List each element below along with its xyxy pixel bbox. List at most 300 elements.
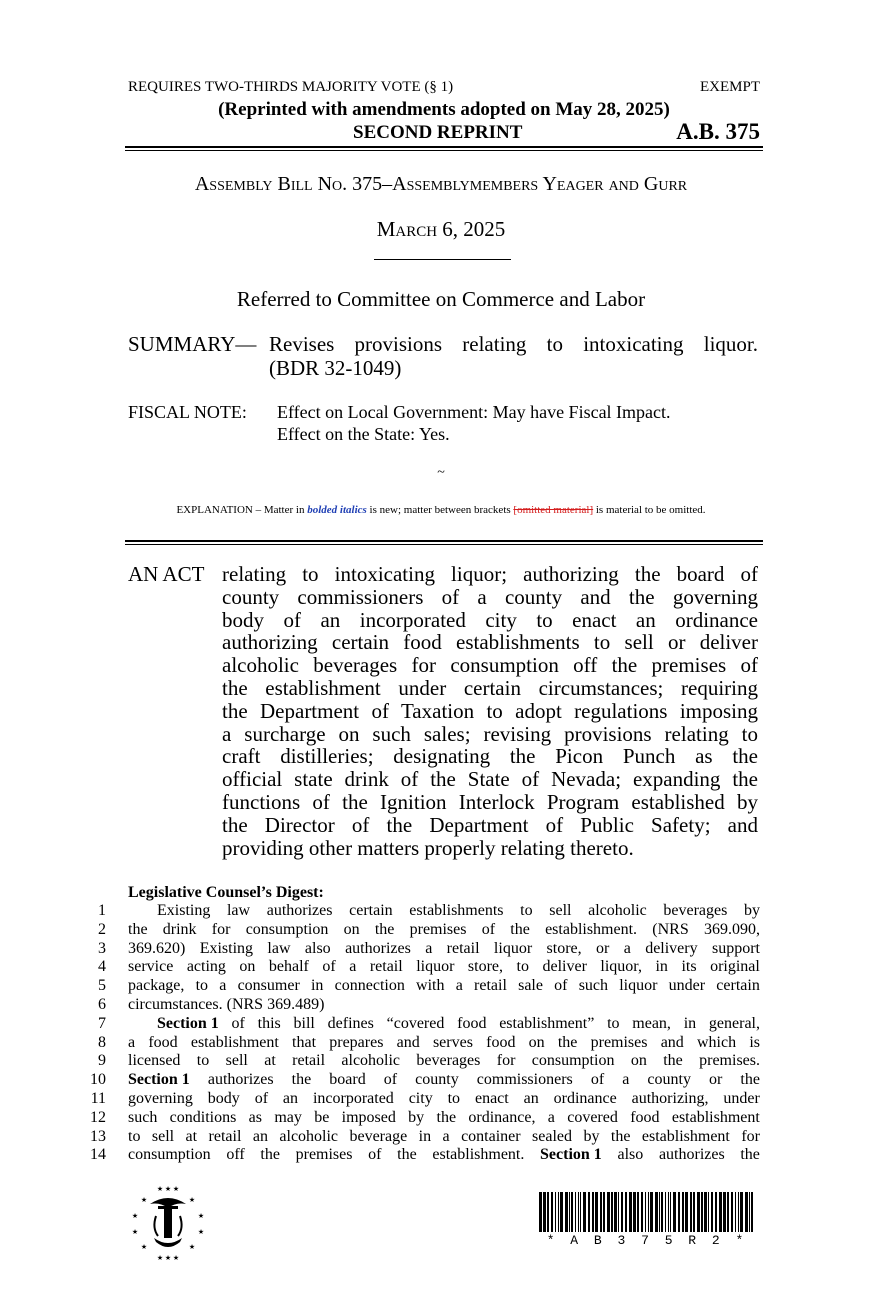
line-number: 13 xyxy=(90,1127,106,1145)
svg-text:★: ★ xyxy=(140,1243,148,1251)
act-line: providing other matters properly relating thereto. xyxy=(222,835,634,860)
digest-word: mean, xyxy=(632,1014,671,1032)
digest-word: serves xyxy=(432,1033,473,1051)
digest-word: the xyxy=(557,1033,578,1051)
summary-label: SUMMARY— xyxy=(128,332,257,356)
digest-word: or xyxy=(596,939,610,957)
digest-word: body xyxy=(207,1089,240,1107)
barcode-bar xyxy=(711,1192,713,1232)
barcode-bar xyxy=(539,1192,542,1232)
svg-text:★: ★ xyxy=(188,1243,196,1251)
digest-word: prepares xyxy=(329,1033,384,1051)
digest-word: in xyxy=(683,1014,697,1032)
digest-text xyxy=(128,977,760,996)
barcode-bar xyxy=(543,1192,546,1232)
digest-word: of xyxy=(554,977,568,995)
digest-word: at xyxy=(185,1127,198,1145)
digest-word: establishment. xyxy=(432,1146,525,1164)
line-number: 12 xyxy=(90,1108,106,1126)
digest-word: or xyxy=(709,1071,723,1089)
digest-word: liquor xyxy=(493,939,533,957)
digest-word: food xyxy=(630,1108,660,1126)
act-line: alcoholic beverages for consumption off the premises of xyxy=(222,653,758,678)
digest-word: a xyxy=(128,1033,136,1051)
barcode-bar xyxy=(641,1192,643,1232)
digest-word: and xyxy=(660,1033,684,1051)
digest-word: store, xyxy=(546,939,582,957)
line-number: 14 xyxy=(90,1146,106,1164)
barcode-bar xyxy=(595,1192,598,1232)
digest-word: retail xyxy=(208,1127,242,1145)
digest-word: which xyxy=(697,1033,737,1051)
digest-line xyxy=(80,1015,760,1034)
digest-word: also xyxy=(304,939,331,957)
digest-word: to xyxy=(128,1127,141,1145)
digest-word: support xyxy=(711,939,760,957)
digest-word: beverage xyxy=(349,1127,408,1145)
digest-word: liquor xyxy=(416,958,455,976)
digest-text-run: circumstances. (NRS 369.489) xyxy=(128,995,325,1013)
digest-word: for xyxy=(741,1127,760,1145)
digest-word: retail xyxy=(474,977,507,995)
barcode-bar xyxy=(603,1192,605,1232)
digest-word: by xyxy=(408,1108,425,1126)
digest-word: conditions xyxy=(169,1108,237,1126)
digest-word: establishments xyxy=(409,902,504,919)
digest-word: of xyxy=(590,1071,605,1089)
barcode-bar xyxy=(673,1192,676,1232)
digest-word: certain xyxy=(716,977,760,995)
digest-word: imposed xyxy=(341,1108,396,1126)
barcode-bar xyxy=(575,1192,576,1232)
svg-text:★: ★ xyxy=(197,1212,205,1220)
digest-word: is xyxy=(749,1033,760,1051)
barcode-bar xyxy=(618,1192,619,1232)
digest-word: retail xyxy=(369,958,403,976)
barcode-bar xyxy=(745,1192,748,1232)
barcode-bar xyxy=(565,1192,568,1232)
barcode-bar xyxy=(600,1192,602,1232)
barcode-bar xyxy=(685,1192,688,1232)
digest-text xyxy=(128,1071,760,1090)
digest-word: law xyxy=(226,902,251,919)
digest-word: the xyxy=(128,920,148,938)
svg-text:★: ★ xyxy=(197,1228,205,1236)
barcode-bar xyxy=(629,1192,632,1232)
digest-word: authorizes xyxy=(345,939,411,957)
barcode-bar xyxy=(592,1192,594,1232)
digest-word: enact xyxy=(474,1089,509,1107)
digest-word: to xyxy=(520,902,533,919)
digest-word: by xyxy=(583,1127,600,1145)
section-ref: Section 1 xyxy=(540,1146,602,1164)
act-line: the establishment under certain circumstances; requiring xyxy=(222,675,758,700)
digest-word: sale xyxy=(518,977,543,995)
summary-block xyxy=(128,332,758,380)
digest-body xyxy=(80,902,760,1165)
digest-word: incorporated xyxy=(312,1089,394,1107)
digest-word: the xyxy=(740,1071,760,1089)
digest-word: of xyxy=(368,1146,382,1164)
digest-line xyxy=(80,1146,760,1165)
digest-word: for xyxy=(496,1052,516,1070)
bill-number: A.B. 375 xyxy=(676,119,760,144)
digest-word: a xyxy=(455,977,463,995)
digest-word: be xyxy=(314,1108,330,1126)
svg-text:★: ★ xyxy=(131,1212,139,1220)
act-line: official state drink of the State of Nevada; expanding the xyxy=(222,767,758,792)
digest-word: service xyxy=(128,958,174,976)
digest-word: as xyxy=(248,1108,262,1126)
digest-line xyxy=(80,996,760,1015)
digest-word: store, xyxy=(467,958,504,976)
digest-word: the xyxy=(374,920,395,938)
digest-word: acting xyxy=(186,958,226,976)
barcode xyxy=(537,1192,757,1232)
digest-word: beverages xyxy=(663,902,728,919)
digest-word: a xyxy=(442,1127,450,1145)
svg-text:★: ★ xyxy=(140,1196,148,1204)
explanation-suffix: is material to be omitted. xyxy=(593,504,706,516)
barcode-bar xyxy=(731,1192,733,1232)
digest-text xyxy=(128,940,760,959)
digest-text xyxy=(128,1052,760,1071)
digest-word: premises. xyxy=(699,1052,760,1070)
digest-text xyxy=(128,921,760,940)
digest-word: consumption xyxy=(128,1146,211,1164)
header-top-row xyxy=(128,79,760,96)
barcode-bar xyxy=(588,1192,590,1232)
barcode-bar xyxy=(708,1192,709,1232)
barcode-bar xyxy=(571,1192,573,1232)
barcode-bar xyxy=(738,1192,739,1232)
nevada-seal-icon xyxy=(128,1182,208,1262)
digest-word: in xyxy=(418,1127,432,1145)
digest-word: ordinance xyxy=(553,1089,617,1107)
digest-word: may xyxy=(274,1108,302,1126)
digest-word: delivery xyxy=(645,939,698,957)
digest-word: governing xyxy=(128,1089,193,1107)
digest-word: with xyxy=(416,977,445,995)
explanation-note xyxy=(0,504,882,516)
digest-word: to xyxy=(516,958,529,976)
digest-word: city xyxy=(408,1089,433,1107)
barcode-bar xyxy=(551,1192,553,1232)
digest-word: Existing xyxy=(199,939,254,957)
barcode-bar xyxy=(633,1192,636,1232)
digest-word: of xyxy=(231,1014,245,1032)
digest-word: of xyxy=(383,1071,398,1089)
section-ref: Section 1 xyxy=(157,1014,219,1032)
digest-word: consumption xyxy=(245,920,329,938)
digest-title: Legislative Counsel’s Digest: xyxy=(128,884,324,901)
digest-word: beverages xyxy=(416,1052,481,1070)
digest-line xyxy=(80,977,760,996)
digest-word: a xyxy=(349,958,357,976)
digest-word: the xyxy=(436,1108,457,1126)
line-number: 10 xyxy=(90,1071,106,1089)
barcode-bar xyxy=(583,1192,586,1232)
fiscal-note-label: FISCAL NOTE: xyxy=(128,402,247,422)
digest-word: authorizes xyxy=(266,902,333,919)
barcode-bar xyxy=(668,1192,669,1232)
digest-word: such xyxy=(128,1108,158,1126)
digest-word: sell xyxy=(549,902,572,919)
digest-word: establishment xyxy=(190,1033,279,1051)
digest-word: 369.090, xyxy=(703,920,760,938)
digest-word: to xyxy=(195,977,209,995)
digest-text xyxy=(128,1090,760,1109)
barcode-bar xyxy=(715,1192,717,1232)
barcode-bar xyxy=(682,1192,684,1232)
digest-line xyxy=(80,1071,760,1090)
barcode-bar xyxy=(665,1192,666,1232)
digest-word: certain xyxy=(349,902,393,919)
explanation-omitted: [omitted material] xyxy=(513,504,594,516)
digest-word: container xyxy=(461,1127,521,1145)
barcode-bar xyxy=(697,1192,700,1232)
barcode-bar xyxy=(727,1192,729,1232)
digest-word: authorizes xyxy=(658,1146,725,1164)
bdr-number: (BDR 32-1049) xyxy=(269,356,402,380)
digest-word: consumption xyxy=(531,1052,615,1070)
second-reprint-label: SECOND REPRINT xyxy=(353,122,523,143)
digest-word: ordinance, xyxy=(468,1108,536,1126)
barcode-bar xyxy=(555,1192,556,1232)
act-line: a surcharge on such sales; revising provisions relating to xyxy=(222,721,758,746)
digest-word: on xyxy=(343,920,360,938)
line-number: 11 xyxy=(90,1089,106,1107)
barcode-bar xyxy=(670,1192,671,1232)
digest-word: drink xyxy=(162,920,197,938)
digest-text xyxy=(128,958,760,977)
digest-word: a xyxy=(623,939,631,957)
digest-word: under xyxy=(668,977,706,995)
digest-text xyxy=(128,1109,760,1128)
barcode-bar xyxy=(723,1192,726,1232)
digest-word: the xyxy=(740,1146,760,1164)
svg-text:★: ★ xyxy=(188,1196,196,1204)
act-line: the Director of the Department of Public Safety; and xyxy=(222,812,758,837)
digest-word: alcoholic xyxy=(341,1052,401,1070)
digest-word: a xyxy=(219,977,227,995)
digest-word: establishment” xyxy=(499,1014,595,1032)
digest-word: by xyxy=(744,902,760,919)
digest-word: a xyxy=(425,939,433,957)
digest-word: the xyxy=(510,920,530,938)
digest-word: bill xyxy=(293,1014,315,1032)
digest-word: its xyxy=(681,958,697,976)
explanation-middle: is new; matter between brackets xyxy=(366,504,514,516)
digest-word: an xyxy=(523,1089,539,1107)
digest-line xyxy=(80,1090,760,1109)
barcode-bar xyxy=(751,1192,753,1232)
digest-word: of xyxy=(322,958,336,976)
digest-word: liquor xyxy=(619,977,658,995)
committee-referral: Referred to Committee on Commerce and Labor xyxy=(236,287,646,311)
digest-line xyxy=(80,1109,760,1128)
svg-text:★: ★ xyxy=(131,1228,139,1236)
digest-word: “covered xyxy=(386,1014,445,1032)
digest-line xyxy=(80,1128,760,1147)
digest-word: food xyxy=(148,1033,178,1051)
digest-line xyxy=(80,958,760,977)
digest-word: sell xyxy=(151,1127,175,1145)
barcode-caption: * A B 3 7 5 R 2 * xyxy=(546,1233,748,1248)
barcode-bar xyxy=(678,1192,680,1232)
act-line: county commissioners of a county and the governing xyxy=(222,584,758,609)
explanation-prefix: EXPLANATION – Matter in xyxy=(176,504,308,516)
digest-word: defines xyxy=(327,1014,374,1032)
digest-word: establishment. xyxy=(545,920,638,938)
digest-word: connection xyxy=(334,977,405,995)
line-number: 8 xyxy=(98,1033,106,1051)
digest-word: on xyxy=(239,958,256,976)
line-number: 2 xyxy=(98,920,106,938)
digest-word: a xyxy=(547,1108,555,1126)
digest-word: for xyxy=(211,920,231,938)
barcode-bar xyxy=(735,1192,736,1232)
digest-word: the xyxy=(397,1146,417,1164)
digest-word: law xyxy=(267,939,291,957)
digest-word: the xyxy=(610,1127,631,1145)
barcode-bar xyxy=(701,1192,703,1232)
digest-word: sell xyxy=(225,1052,248,1070)
act-line: functions of the Ignition Interlock Program established by xyxy=(222,789,758,814)
digest-word: board xyxy=(329,1071,366,1089)
svg-text:★ ★ ★: ★ ★ ★ xyxy=(156,1254,180,1262)
act-line: relating to intoxicating liquor; authorizing the board of xyxy=(222,562,758,586)
digest-word: general, xyxy=(708,1014,760,1032)
digest-word: food xyxy=(457,1014,487,1032)
digest-word: Existing xyxy=(157,902,211,919)
digest-word: covered xyxy=(567,1108,618,1126)
digest-text xyxy=(128,902,760,921)
line-number: 3 xyxy=(98,939,106,957)
digest-word: package, xyxy=(128,977,185,995)
barcode-bar xyxy=(740,1192,743,1232)
act-title xyxy=(128,563,758,859)
fiscal-state-effect: Effect on the State: Yes. xyxy=(277,424,450,444)
barcode-bar xyxy=(558,1192,559,1232)
digest-line xyxy=(80,921,760,940)
barcode-bar xyxy=(578,1192,579,1232)
digest-word: original xyxy=(710,958,760,976)
bill-title: Assembly Bill No. 375–Assemblymembers Yeager and Gurr xyxy=(194,173,688,195)
act-line: craft distilleries; designating the Picon Punch as the xyxy=(222,744,758,769)
digest-word: sealed xyxy=(532,1127,573,1145)
digest-word: authorizes xyxy=(207,1071,274,1089)
digest-word: county xyxy=(647,1071,691,1089)
line-number: 9 xyxy=(98,1052,106,1070)
act-line: authorizing certain food establishments to sell or deliver xyxy=(222,630,758,655)
digest-word: commissioners xyxy=(476,1071,573,1089)
digest-word: an xyxy=(282,1089,299,1107)
fiscal-local-effect: Effect on Local Government: May have Fiscal Impact. xyxy=(277,402,671,422)
digest-word: county xyxy=(415,1071,459,1089)
barcode-bar xyxy=(580,1192,581,1232)
digest-text xyxy=(128,1146,760,1165)
digest-word: off xyxy=(226,1146,245,1164)
digest-word: of xyxy=(254,1089,269,1107)
digest-word: to xyxy=(607,1014,620,1032)
bill-date: March 6, 2025 xyxy=(376,217,506,241)
digest-word: 369.620) xyxy=(128,939,186,957)
explanation-bolded-italics: bolded italics xyxy=(307,504,367,516)
barcode-bar xyxy=(650,1192,653,1232)
barcode-bar xyxy=(659,1192,660,1232)
barcode-bar xyxy=(607,1192,610,1232)
line-number: 4 xyxy=(98,958,106,976)
digest-word: alcoholic xyxy=(279,1127,339,1145)
digest-text xyxy=(128,1128,760,1147)
digest-line xyxy=(80,1052,760,1071)
svg-text:★ ★ ★: ★ ★ ★ xyxy=(156,1185,180,1193)
section-separator: ~ xyxy=(437,465,445,480)
barcode-bar xyxy=(637,1192,639,1232)
digest-word: an xyxy=(252,1127,268,1145)
barcode-bar xyxy=(719,1192,722,1232)
digest-line xyxy=(80,1034,760,1053)
digest-text xyxy=(128,1034,760,1053)
date-divider xyxy=(374,259,511,260)
digest-line xyxy=(80,940,760,959)
digest-word: that xyxy=(292,1033,317,1051)
header-divider xyxy=(125,146,763,151)
exempt-label: EXEMPT xyxy=(700,79,760,95)
majority-vote-note: REQUIRES TWO-THIRDS MAJORITY VOTE (§ 1) xyxy=(128,79,454,95)
digest-word: of xyxy=(481,920,496,938)
barcode-bar xyxy=(547,1192,549,1232)
digest-word: the xyxy=(260,1146,280,1164)
barcode-bar xyxy=(645,1192,646,1232)
act-lead: AN ACT xyxy=(128,562,205,586)
digest-word: consumer xyxy=(237,977,300,995)
barcode-bar xyxy=(704,1192,707,1232)
barcode-bar xyxy=(655,1192,658,1232)
barcode-bar xyxy=(648,1192,649,1232)
digest-word: licensed xyxy=(128,1052,181,1070)
digest-word: premises xyxy=(295,1146,353,1164)
act-divider xyxy=(125,540,763,545)
digest-word: the xyxy=(291,1071,312,1089)
digest-word: behalf xyxy=(268,958,309,976)
digest-word: in xyxy=(310,977,324,995)
digest-word: to xyxy=(447,1089,461,1107)
digest-word: retail xyxy=(292,1052,326,1070)
digest-word: premises xyxy=(409,920,467,938)
digest-word: a xyxy=(622,1071,630,1089)
digest-word: liquor, xyxy=(600,958,642,976)
digest-word: establishment xyxy=(641,1127,730,1145)
digest-word: also xyxy=(617,1146,644,1164)
digest-word: establishment xyxy=(671,1108,760,1126)
digest-text xyxy=(128,1015,760,1034)
barcode-bar xyxy=(621,1192,623,1232)
digest-word: and xyxy=(396,1033,420,1051)
digest-word: at xyxy=(264,1052,276,1070)
reprint-note: (Reprinted with amendments adopted on May 28, 2025) xyxy=(218,99,670,120)
digest-word: this xyxy=(257,1014,281,1032)
digest-text xyxy=(128,996,760,1015)
act-line: body of an incorporated city to enact an ordinance xyxy=(222,607,758,632)
digest-word: such xyxy=(578,977,609,995)
act-line: the Department of Taxation to adopt regulations imposing xyxy=(222,698,758,723)
digest-word: to xyxy=(196,1052,210,1070)
barcode-bar xyxy=(749,1192,750,1232)
barcode-bar xyxy=(569,1192,570,1232)
digest-word: food xyxy=(486,1033,516,1051)
